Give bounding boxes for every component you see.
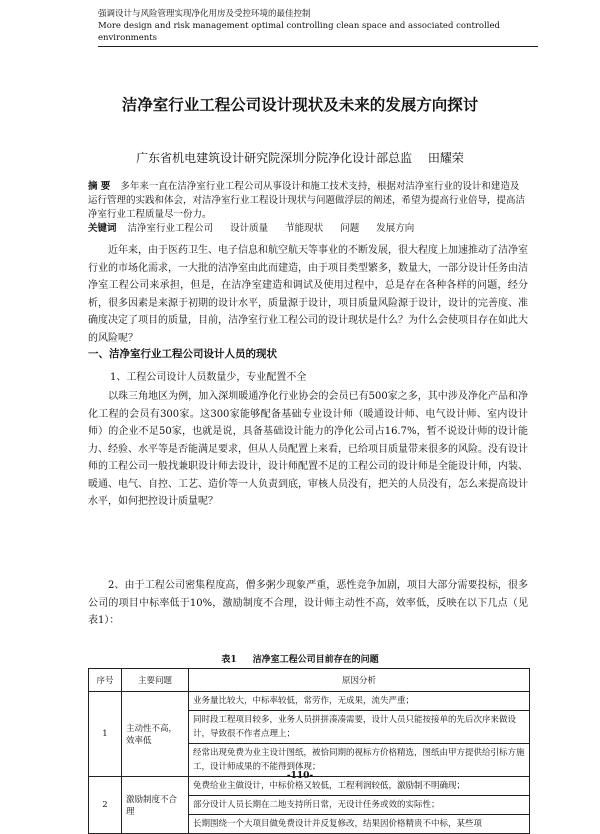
row-cause: 部分设计人员长期在二地支持所日常，无设计任务或效的实际性； bbox=[189, 796, 530, 815]
running-header bbox=[98, 8, 538, 47]
table-1 bbox=[88, 668, 530, 834]
abstract bbox=[88, 180, 528, 222]
row-number: 1 bbox=[89, 692, 122, 777]
column-header: 主要问题 bbox=[122, 669, 189, 692]
section-1-heading: 一、洁净室行业工程公司设计人员的现状 bbox=[88, 348, 277, 360]
table-header-row bbox=[89, 669, 530, 692]
row-problem: 激励制度不合理 bbox=[122, 777, 189, 834]
keyword: 问题 bbox=[340, 223, 360, 234]
table-1-caption bbox=[0, 652, 600, 665]
row-cause: 经常出现免费为业主设计图纸，被恰同期的视标方价格精选，图纸由甲方提供给引标方施工，设计师成果的不能得到体现； bbox=[189, 744, 530, 777]
keyword: 设计质量 bbox=[230, 223, 269, 234]
column-header: 原因分析 bbox=[189, 669, 530, 692]
abstract-label: 摘 要 bbox=[88, 181, 111, 192]
item-2-paragraph: 2、由于工程公司密集程度高，僧多粥少现象严重，恶性竞争加剧，项目大部分需要投标，很多公司的项目中标率低于10%，激励制度不合理，设计师主动性不高，效率低，反映在以下几点（见表1）： bbox=[88, 580, 528, 626]
page-number: -110- bbox=[286, 771, 314, 781]
keywords-label: 关键词 bbox=[88, 223, 117, 234]
row-problem: 主动性不高，效率低 bbox=[122, 692, 189, 777]
keyword: 发展方向 bbox=[376, 223, 415, 234]
intro-paragraph: 近年来，由于医药卫生、电子信息和航空航天等事业的不断发展，很大程度上加速推动了洁净室行业的市场化需求，一大批的洁净室由此而建造，由于项目类型繁多，数量大，一部分设计任务由洁净室工程公司来承担，但是，在洁净室建造和调试及使用过程中，总是存在各种各样的问题，经分析，很多因素是来源于初期的设计水平，质量源于设计，项目质量风险源于设计，设计的完善度、准确度决定了项目的质量，目前，洁净室行业工程公司的设计现状是什么？为什么会使项目存在如此大的风险呢？ bbox=[88, 245, 528, 344]
author-line bbox=[0, 149, 600, 166]
table-row bbox=[89, 692, 530, 711]
paper-title: 洁净室行业工程公司设计现状及未来的发展方向探讨 bbox=[121, 95, 479, 114]
table-1-title: 洁净室工程公司目前存在的问题 bbox=[252, 655, 379, 665]
abstract-text: 多年来一直在洁净室行业工程公司从事设计和施工技术支持，根据对洁净室行业的设计和建造及运行管理的实践和体会，对洁净室行业工程设计现状与问题做浮层的阐述，希望为提高行业倍导，提高洁净室行业工程质量尽一份力。 bbox=[88, 181, 526, 220]
row-cause: 免费给业主做设计，中标价格又较低，工程利润较低，激励制不明确现； bbox=[189, 777, 530, 796]
keyword: 洁净室行业工程公司 bbox=[127, 223, 214, 234]
row-cause: 长期围绕一个大项目做免费设计并反复修改，结果因价格精贵不中标，某些项 bbox=[189, 815, 530, 834]
running-header-cn: 强调设计与风险管理实现净化用房及受控环境的最佳控制 bbox=[98, 9, 311, 19]
table-1-label: 表1 bbox=[221, 655, 237, 665]
column-header: 序号 bbox=[89, 669, 122, 692]
row-cause: 同时段工程项目较多，业务人员拼拼凑凑需要，设计人员只能按接单的先后次序来做设计，导致很不作者点理上； bbox=[189, 711, 530, 744]
header-rule bbox=[98, 46, 538, 47]
row-number: 2 bbox=[89, 777, 122, 834]
running-header-en: More design and risk management optimal controlling clean space and associated controlled environments bbox=[98, 21, 500, 43]
row-cause: 业务量比较大，中标率较低，常劳作，无成果，流失严重； bbox=[189, 692, 530, 711]
item-1-paragraph: 以珠三角地区为例，加入深圳暖通净化行业协会的会员已有500家之多，其中涉及净化产品和净化工程的会员有300家。这300家能够配备基础专业设计师（暖通设计师、电气设计师、室内设计师）的企业不足50家，也就是说，具备基础设计能力的净化公司占16.7%，暂不说设计师的设计能力、经验、水平等是否能满足要求，但从人员配置上来看，已给项目质量带来很多的风险。没有设计师的工程公司一般找兼职设计师去设计，设计师配置不足的工程公司的设计师是全能设计师，内装、暖通、电气、自控、工艺、造价等一人负责到底，审核人员没有，把关的人员没有，怎么来提高设计水平，如何把控设计质量呢？ bbox=[88, 391, 528, 507]
keyword: 节能现状 bbox=[285, 223, 324, 234]
keywords bbox=[88, 222, 528, 236]
item-1-heading: 1、工程公司设计人员数量少，专业配置不全 bbox=[110, 372, 307, 383]
author-name: 田耀荣 bbox=[427, 151, 464, 165]
author-affiliation: 广东省机电建筑设计研究院深圳分院净化设计部总监 bbox=[136, 151, 413, 165]
